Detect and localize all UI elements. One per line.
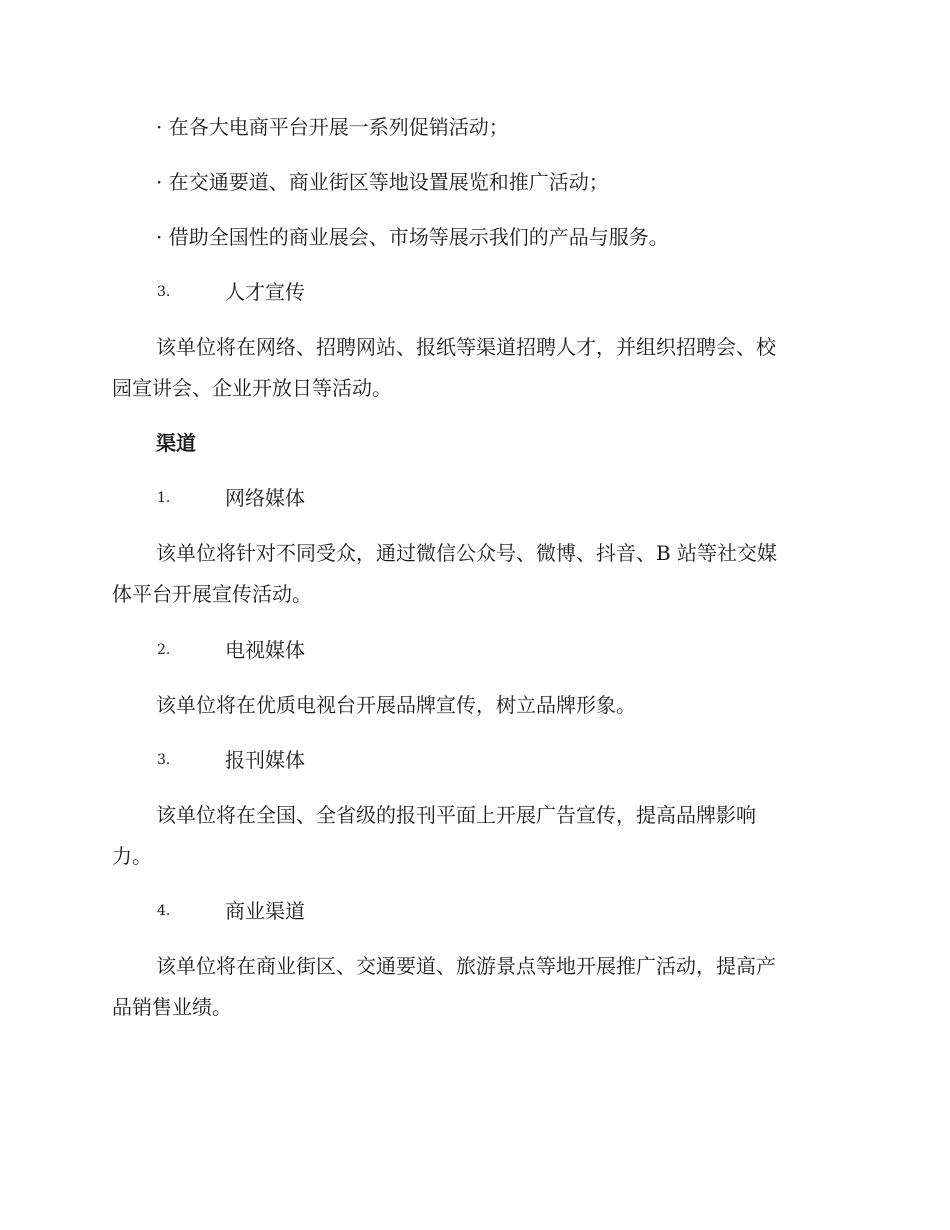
item-number: 3. xyxy=(157,284,171,300)
bullet-item: · 在交通要道、商业街区等地设置展览和推广活动； xyxy=(156,170,609,194)
item-number: 2. xyxy=(157,642,171,658)
paragraph-line: 品销售业绩。 xyxy=(112,995,232,1019)
item-title: 电视媒体 xyxy=(225,638,305,662)
item-title: 报刊媒体 xyxy=(225,748,305,772)
item-number: 1. xyxy=(157,490,171,506)
item-title: 人才宣传 xyxy=(225,280,305,304)
paragraph-line: 该单位将在商业街区、交通要道、旅游景点等地开展推广活动，提高产 xyxy=(156,954,776,978)
item-number: 3. xyxy=(157,752,171,768)
paragraph-line: 体平台开展宣传活动。 xyxy=(112,582,312,606)
item-number: 4. xyxy=(157,903,171,919)
bullet-item: · 在各大电商平台开展一系列促销活动； xyxy=(156,115,509,139)
paragraph-line: 该单位将在优质电视台开展品牌宣传，树立品牌形象。 xyxy=(156,693,636,717)
paragraph-line: 该单位将在网络、招聘网站、报纸等渠道招聘人才，并组织招聘会、校 xyxy=(156,335,776,359)
paragraph-line: 园宣讲会、企业开放日等活动。 xyxy=(112,376,392,400)
section-heading: 渠道 xyxy=(156,431,196,455)
paragraph-line: 力。 xyxy=(112,844,152,868)
bullet-item: · 借助全国性的商业展会、市场等展示我们的产品与服务。 xyxy=(156,225,669,249)
item-title: 商业渠道 xyxy=(225,899,305,923)
paragraph-line: 该单位将在全国、全省级的报刊平面上开展广告宣传，提高品牌影响 xyxy=(156,803,756,827)
item-title: 网络媒体 xyxy=(225,486,305,510)
paragraph-line: 该单位将针对不同受众，通过微信公众号、微博、抖音、B 站等社交媒 xyxy=(156,541,778,565)
